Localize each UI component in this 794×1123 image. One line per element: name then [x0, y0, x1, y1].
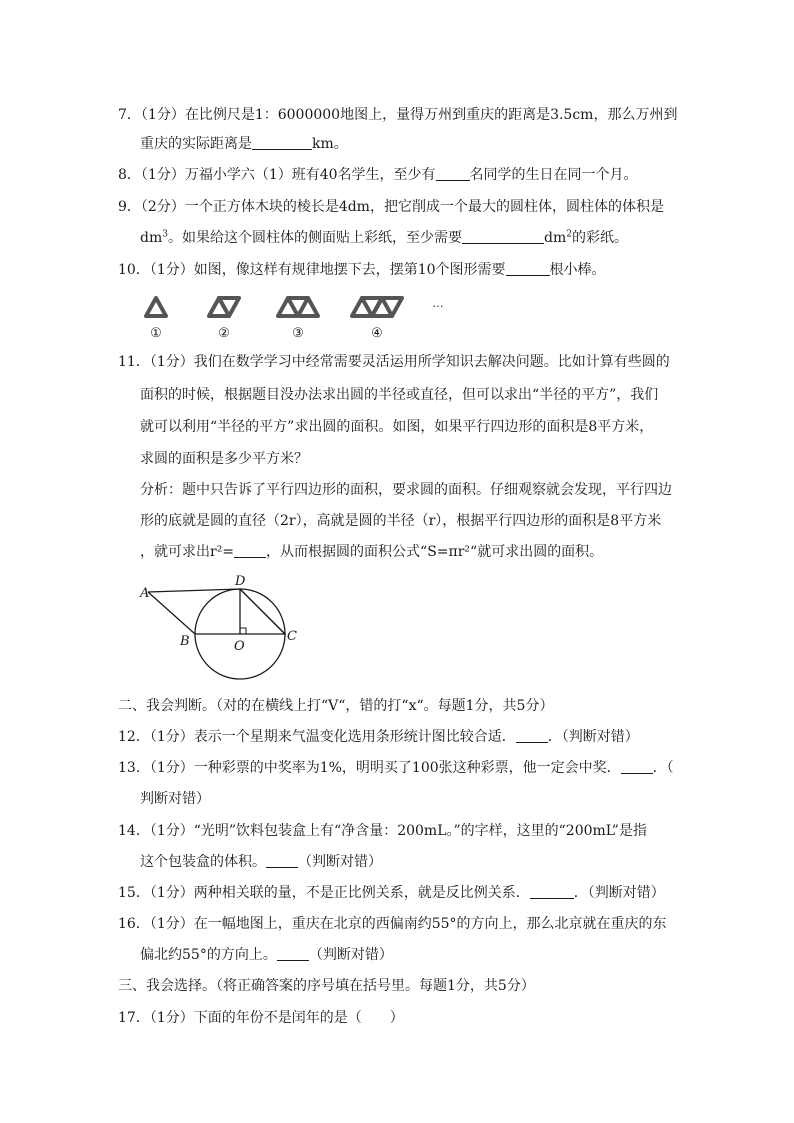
question-11-line-4: 求圆的面积是多少平方米？: [140, 451, 308, 467]
pattern-figure-2: [209, 298, 239, 316]
question-10-answer-blank[interactable]: [506, 261, 550, 276]
section-3-heading: 三、我会选择。（将正确答案的序号填在括号里。每题1分，共5分）: [118, 978, 535, 994]
question-16-answer-blank[interactable]: [277, 946, 309, 961]
section-2-heading: 二、我会判断。（对的在横线上打“V“，错的打“x“。每题1分，共5分）: [118, 698, 554, 714]
question-14-text: 这个包装盒的体积。: [140, 854, 266, 870]
point-label-c: C: [287, 629, 297, 644]
question-13-text-end: ．（: [652, 760, 674, 776]
pattern-label-3: ③: [292, 326, 304, 341]
question-14-line-2: [140, 852, 683, 872]
question-9-line-2: [140, 228, 683, 248]
question-9-unit-2: $dm^2$: [543, 229, 572, 246]
right-angle-mark: [240, 628, 246, 634]
question-10-text-end: 根小棒。: [549, 262, 606, 278]
question-13-answer-blank[interactable]: [621, 759, 653, 774]
point-label-d: D: [235, 574, 246, 589]
question-11-analysis-line-2: 形的底就是圆的直径（2r），高就是圆的半径（r），根据平行四边形的面积是8平方米: [140, 513, 662, 529]
question-11-text-end: ，从而根据圆的面积公式“S=πr²“就可求出圆的面积。: [266, 544, 604, 560]
question-11-text: ，就可求出r²=: [140, 544, 235, 560]
point-label-b: B: [180, 634, 190, 649]
question-7-line-2: [140, 134, 683, 154]
question-8-text: 8．（1分）万福小学六（1）班有40名学生，至少有: [118, 167, 436, 183]
question-12: [118, 727, 683, 747]
pattern-figure-1: [146, 298, 166, 316]
question-11-analysis-line-1: 分析：题中只告诉了平行四边形的面积，要求圆的面积。仔细观察就会发现，平行四边: [140, 482, 672, 498]
question-13-line-1: [118, 758, 683, 778]
question-16-line-1: 16．（1分）在一幅地图上，重庆在北京的西偏南约55°的方向上，那么北京就在重庆的东: [118, 916, 667, 932]
question-7-answer-blank[interactable]: [252, 135, 312, 150]
question-9-unit-1: $dm^3$: [140, 229, 168, 246]
question-12-text-end: ．（判断对错）: [547, 729, 639, 745]
question-12-text: 12．（1分）表示一个星期来气温变化选用条形统计图比较合适．: [118, 729, 516, 745]
question-15-text-end: ．（判断对错）: [573, 885, 665, 901]
question-15-answer-blank[interactable]: [530, 884, 574, 899]
parallelogram-circle-figure: [130, 570, 310, 680]
question-14-text-end: （判断对错）: [298, 854, 382, 870]
question-11-analysis-line-3: [140, 542, 683, 562]
question-7-unit: km。: [312, 136, 348, 152]
question-15: [118, 883, 683, 903]
question-16-line-2: [140, 945, 683, 965]
pattern-label-2: ②: [218, 326, 230, 341]
question-9-text-end: 的彩纸。: [571, 230, 628, 246]
question-7-line-1: 7．（1分）在比例尺是1：6000000地图上，量得万州到重庆的距离是3.5cm，那么万州到: [118, 107, 678, 123]
question-14-answer-blank[interactable]: [266, 853, 298, 868]
question-16-text-end: （判断对错）: [308, 947, 393, 963]
triangle-pattern-figure: [130, 285, 460, 343]
question-9-answer-blank[interactable]: [462, 229, 544, 244]
question-8: [118, 165, 683, 185]
point-label-a: A: [140, 586, 150, 601]
question-9-text: 。如果给这个圆柱体的侧面贴上彩纸，至少需要: [167, 230, 462, 246]
question-13-text: 13．（1分）一种彩票的中奖率为1%，明明买了100张这种彩票，他一定会中奖．: [118, 760, 621, 776]
question-14-line-1: 14．（1分）“光明”饮料包装盒上有“净含量：200mL。”的字样，这里的“200mL”是指: [118, 823, 647, 839]
question-11-line-3: 就可以利用“半径的平方”求出圆的面积。如图，如果平行四边形的面积是8平方米，: [140, 419, 654, 435]
question-10-text: 10．（1分）如图，像这样有规律地摆下去，摆第10个图形需要: [118, 262, 506, 278]
point-label-o: O: [234, 639, 245, 654]
question-8-answer-blank[interactable]: [436, 166, 470, 181]
question-11-answer-blank[interactable]: [234, 543, 266, 558]
question-12-answer-blank[interactable]: [516, 728, 548, 743]
question-10: [118, 260, 683, 280]
question-17: 17．（1分）下面的年份不是闰年的是（ ）: [118, 1010, 404, 1026]
question-8-text-end: 名同学的生日在同一个月。: [469, 167, 638, 183]
question-16-text: 偏北约55°的方向上。: [140, 947, 277, 963]
pattern-ellipsis: …: [432, 297, 444, 310]
question-9-line-1: 9．（2分）一个正方体木块的棱长是4dm，把它削成一个最大的圆柱体，圆柱体的体积是: [118, 199, 664, 215]
question-11-line-2: 面积的时候，根据题目没办法求出圆的半径或直径，但可以求出“半径的平方”，我们: [140, 387, 659, 403]
pattern-figure-4: [352, 298, 402, 316]
question-15-text: 15．（1分）两种相关联的量，不是正比例关系，就是反比例关系．: [118, 885, 530, 901]
question-7-text: 重庆的实际距离是: [140, 136, 252, 152]
pattern-label-1: ①: [150, 326, 162, 341]
question-11-line-1: 11．（1分）我们在数学学习中经常需要灵活运用所学知识去解决问题。比如计算有些圆的: [118, 354, 670, 370]
pattern-figure-3: [278, 298, 318, 316]
pattern-label-4: ④: [371, 326, 383, 341]
question-13-line-2: 判断对错）: [140, 791, 210, 807]
